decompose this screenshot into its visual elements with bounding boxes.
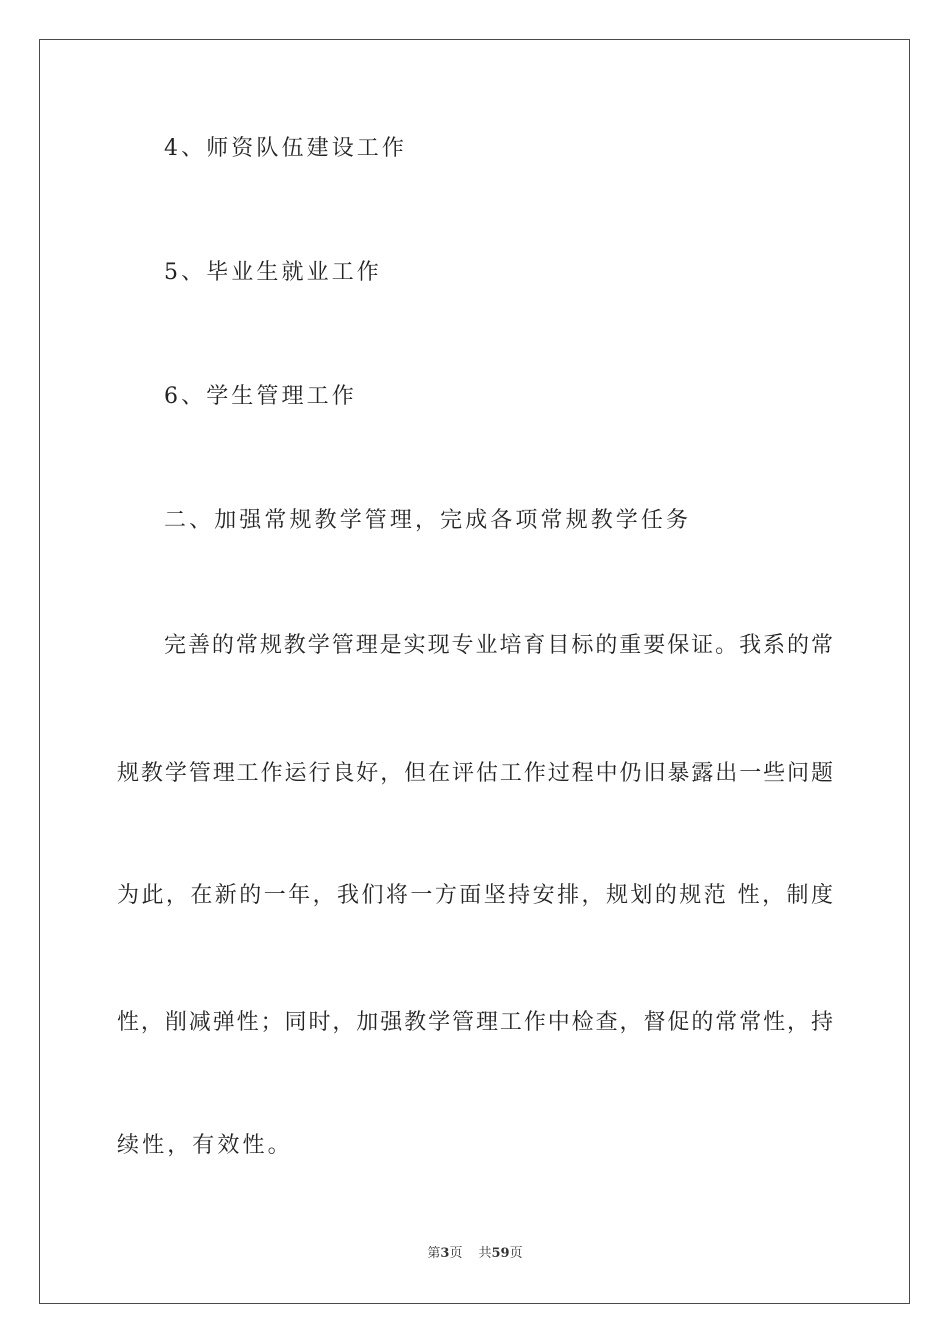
page-footer [0, 1245, 950, 1263]
page-number: 3 [440, 1246, 450, 1261]
total-pages: 59 [491, 1246, 510, 1261]
paragraph-line-4: 性，削减弹性；同时，加强教学管理工作中检查，督促的常常性，持 [117, 1010, 833, 1035]
page-border [39, 39, 910, 1304]
paragraph-line-1: 完善的常规教学管理是实现专业培育目标的重要保证。我系的常 [164, 633, 833, 658]
paragraph-line-5: 续性，有效性。 [117, 1133, 293, 1158]
paragraph-line-3: 为此，在新的一年，我们将一方面坚持安排，规划的规范 性，制度 [117, 883, 833, 908]
list-item-teacher-team: 4、师资队伍建设工作 [164, 136, 407, 161]
list-item-student-management: 6、学生管理工作 [164, 384, 357, 409]
page-prefix: 第 [427, 1246, 441, 1261]
list-item-graduate-employment: 5、毕业生就业工作 [164, 260, 382, 285]
total-suffix: 页 [509, 1246, 523, 1261]
paragraph-line-2: 规教学管理工作运行良好，但在评估工作过程中仍旧暴露出一些问题 [117, 761, 833, 786]
page-suffix: 页 [449, 1246, 463, 1261]
section-heading: 二、加强常规教学管理，完成各项常规教学任务 [164, 508, 692, 533]
total-prefix: 共 [478, 1246, 492, 1261]
